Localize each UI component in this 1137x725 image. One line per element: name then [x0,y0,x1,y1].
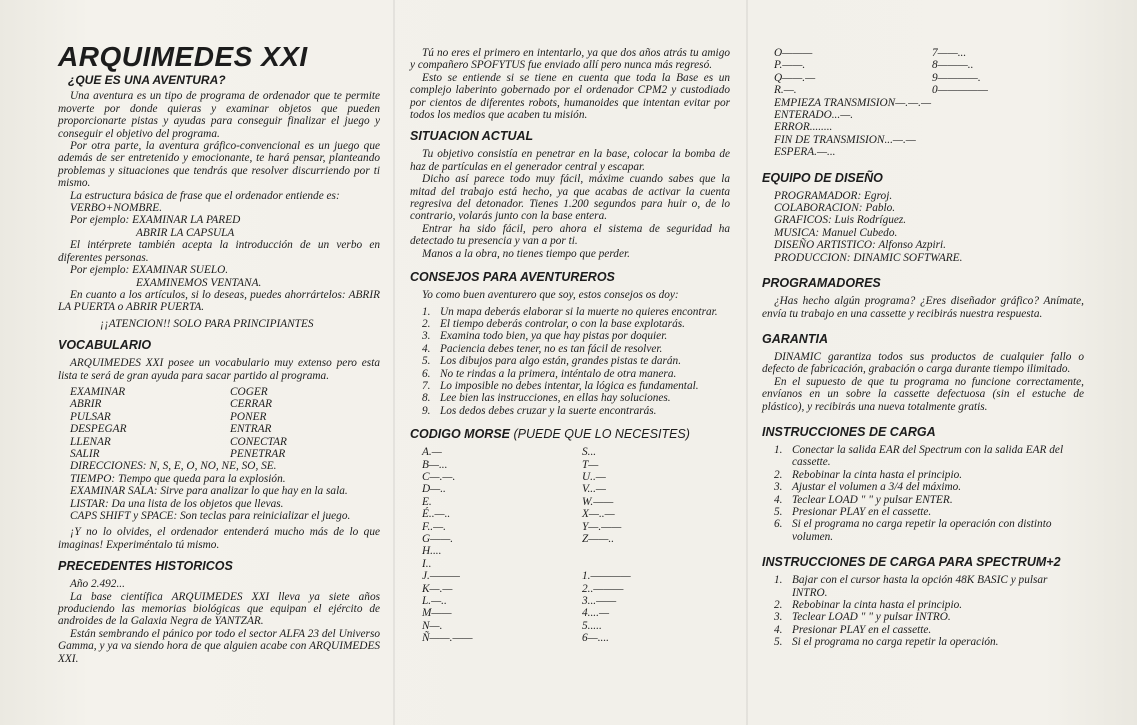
verb: CONECTAR [230,435,287,448]
fold-line [393,0,395,725]
paragraph: Por otra parte, la aventura gráfico-convencional es un juego que además de ser entretenido y emocionante, te hará pensar, planteando problemas y situaciones que tendrás que resolver discurriendo por ti mismo. [58,140,380,190]
list-item: 2. Rebobinar la cinta hasta el principio. [774,468,963,481]
paragraph: En el supuesto de que tu programa no funcione correctamente, envíanos en un sobre la cassette defectuosa (sin el estuche de plástico), y recibirás una nueva totalmente gratis. [762,375,1084,413]
attention-note: ¡¡ATENCION!! SOLO PARA PRINCIPIANTES [100,317,314,330]
morse-extra: ERROR........ [774,121,833,134]
paragraph: La estructura básica de frase que el ordenador entiende es: [70,189,340,202]
list-item: 3. Examina todo bien, ya que hay pistas por doquier. [422,330,668,343]
paragraph: EXAMINEMOS VENTANA. [136,276,262,289]
list-item: 3. Teclear LOAD " " y pulsar INTRO. [774,611,951,624]
paragraph: ¡Y no lo olvides, el ordenador entenderá mucho más de lo que imaginas! Experiméntalo tú mismo. [58,526,380,551]
paragraph: Dicho así parece todo muy fácil, máxime cuando sabes que la mitad del trabajo está hecho, ya que acabas de activar la cuenta regresiva del detonador. Tienes 1.200 segundos para huir o, de lo contrario, volarás junto con la base entera. [410,173,730,223]
paragraph: Esto se entiende si se tiene en cuenta que toda la Base es un complejo laberinto gobernado por el ordenador CPM2 y custodiado por cientos de diferentes robots, humanoides que intentan evitar por todos los medios que acaben tu misión. [410,71,730,122]
section-heading: INSTRUCCIONES DE CARGA PARA SPECTRUM+2 [762,555,1061,570]
column-1 [58,42,380,665]
credit-line: PRODUCCION: DINAMIC SOFTWARE. [774,251,963,264]
paragraph: En cuanto a los artículos, si lo deseas, puedes ahorrártelos: ABRIR LA PUERTA o ABRIR PUERTA. [58,288,380,314]
paragraph: La base científica ARQUIMEDES XXI lleva ya siete años produciendo las memorias biológicas que equipan el ejército de androides de la Galaxia Negra de YANTZAR. [58,590,380,628]
paragraph: Por ejemplo: EXAMINAR SUELO. [70,264,229,277]
morse-extra: FIN DE TRANSMISION...—.— [774,133,916,146]
section-heading: PRECEDENTES HISTORICOS [58,559,233,574]
paragraph: Tú no eres el primero en intentarlo, ya que dos años atrás tu amigo y compañero SPOFYTUS fue enviado allí pero nunca más regresó. [410,47,730,72]
verb: CERRAR [230,398,273,411]
verb: DESPEGAR [70,423,127,436]
verb: LLENAR [70,435,111,448]
question-heading: ¿QUE ES UNA AVENTURA? [68,73,226,87]
load-instructions-plus2 [762,574,1084,648]
list-item: 3. Ajustar el volumen a 3/4 del máximo. [774,481,962,494]
list-item: 1. Bajar con el cursor hasta la opción 48K BASIC y pulsar INTRO. [774,574,1048,599]
command-line: LISTAR: Da una lista de los objetos que llevas. [70,497,284,510]
list-item: 5. Presionar PLAY en el cassette. [774,505,932,518]
paragraph: ABRIR LA CAPSULA [136,226,235,239]
paragraph: Una aventura es un tipo de programa de ordenador que te permite moverte por donde quieras y examinar objetos que pueden proporcionarte pistas y ayudas para conseguir finalizar el juego y conseguir el objetivo del programa. [58,90,380,140]
paragraph: Están sembrando el pánico por todo el sector ALFA 23 del Universo Gamma, y ya va siendo hora de que alguien acabe con ARQUIMEDES XXI. [58,627,380,665]
paragraph: DINAMIC garantiza todos sus productos de cualquier fallo o defecto de fabricación, grabación o carga durante tiempo ilimitado. [762,350,1084,376]
list-item: 6. Si el programa no carga repetir la operación con distinto volumen. [774,518,1052,543]
verb-list [70,386,380,460]
list-item: 4. Teclear LOAD " " y pulsar ENTER. [774,493,953,506]
section-heading [410,427,730,441]
verb: PENETRAR [230,447,286,460]
paragraph: Tu objetivo consistía en penetrar en la base, colocar la bomba de haz de partículas en el generador central y escapar. [410,148,730,173]
morse-extra: ESPERA.—... [774,146,836,159]
verb: ENTRAR [230,423,272,436]
list-item: 5. Los dibujos para algo están, grandes pistas te darán. [422,355,682,368]
column-3 [762,47,1084,649]
list-item: 7. Lo imposible no debes intentar, la lógica es fundamental. [422,379,699,392]
paragraph: Año 2.492... [70,578,125,591]
list-item: 5. Si el programa no carga repetir la operación. [774,636,999,649]
verb: PULSAR [70,410,111,423]
game-title: ARQUIMEDES XXI [58,41,308,72]
paragraph: El intérprete también acepta la introducción de un verbo en diferentes personas. [58,239,380,264]
section-heading: EQUIPO DE DISEÑO [762,170,883,185]
verb: SALIR [70,447,100,460]
morse-table: A.— S... B—... T— C—.—. U..— D—.. V...— E. W.—— É..—.. X—..— F..—. Y—.—— G——. Z——.. H.... I.. J.——— 1.———— K—.— 2..——— L.—.. 3...—— M—— 4....— N—. 5..... Ñ——.—— 6—.... [422,446,631,645]
paragraph: Por ejemplo: EXAMINAR LA PARED [70,214,241,227]
list-item: 8. Lee bien las instrucciones, en ellas hay soluciones. [422,392,671,405]
directions-line: DIRECCIONES: N, S, E, O, NO, NE, SO, SE. [70,460,277,473]
paragraph: ¿Has hecho algún programa? ¿Eres diseñador gráfico? Anímate, envía tu trabajo en una cassette y recibirás nuestra respuesta. [762,295,1084,320]
list-item: 4. Presionar PLAY en el cassette. [774,623,932,636]
paragraph: Yo como buen aventurero que soy, estos consejos os doy: [422,289,679,302]
paragraph: Entrar ha sido fácil, pero ahora el sistema de seguridad ha detectado tu presencia y van a por ti. [410,222,730,248]
credit-line: PROGRAMADOR: Egroj. [774,189,893,202]
morse-table-continued: O——— 7——... P.——. 8———.. Q——.— 9————. R.—. 0————— [774,47,988,97]
section-heading: GARANTIA [762,331,828,346]
list-item: 6. No te rindas a la primera, inténtalo de otra manera. [422,367,677,380]
list-item: 1. Un mapa deberás elaborar si la muerte no quieres encontrar. [422,305,718,318]
morse-heading: CODIGO MORSE [410,427,511,442]
verb: COGER [230,385,268,398]
credit-line: DISEÑO ARTISTICO: Alfonso Azpiri. [774,239,946,252]
credit-line: MUSICA: Manuel Cubedo. [774,226,898,239]
paragraph: Manos a la obra, no tienes tiempo que perder. [422,247,630,260]
list-item: 2. Rebobinar la cinta hasta el principio. [774,599,963,611]
command-line: EXAMINAR SALA: Sirve para analizar lo que hay en la sala. [70,485,348,498]
paragraph: ARQUIMEDES XXI posee un vocabulario muy extenso pero esta lista te será de gran ayuda para sacar partido al programa. [58,357,380,382]
section-heading: VOCABULARIO [58,338,152,353]
credit-line: GRAFICOS: Luis Rodríguez. [774,214,907,227]
section-heading: INSTRUCCIONES DE CARGA [762,424,936,439]
list-item: 2. El tiempo deberás controlar, o con la base explotarás. [422,317,685,330]
section-heading: CONSEJOS PARA AVENTUREROS [410,270,615,285]
list-item: 4. Paciencia debes tener, no es tan fácil de resolver. [422,342,663,355]
morse-subheading: (PUEDE QUE LO NECESITES) [513,427,690,442]
paragraph: VERBO+NOMBRE. [70,202,163,215]
morse-extra: ENTERADO...—. [774,109,854,122]
verb: PONER [230,410,267,423]
section-heading: SITUACION ACTUAL [410,129,534,144]
tips-list [410,306,730,418]
list-item: 1. Conectar la salida EAR del Spectrum con la salida EAR del cassette. [774,443,1064,469]
column-2 [410,47,730,645]
load-instructions [762,444,1084,543]
command-line: CAPS SHIFT y SPACE: Son teclas para reinicializar el juego. [70,510,351,522]
list-item: 9. Los dedos debes cruzar y la suerte encontrarás. [422,404,657,417]
verb: EXAMINAR [70,385,126,398]
command-line: TIEMPO: Tiempo que queda para la explosión. [70,472,286,485]
fold-line [746,0,748,725]
section-heading: PROGRAMADORES [762,276,881,291]
morse-extra: EMPIEZA TRANSMISION—.—.— [774,96,932,109]
credit-line: COLABORACION: Pablo. [774,202,896,215]
verb: ABRIR [70,398,102,411]
